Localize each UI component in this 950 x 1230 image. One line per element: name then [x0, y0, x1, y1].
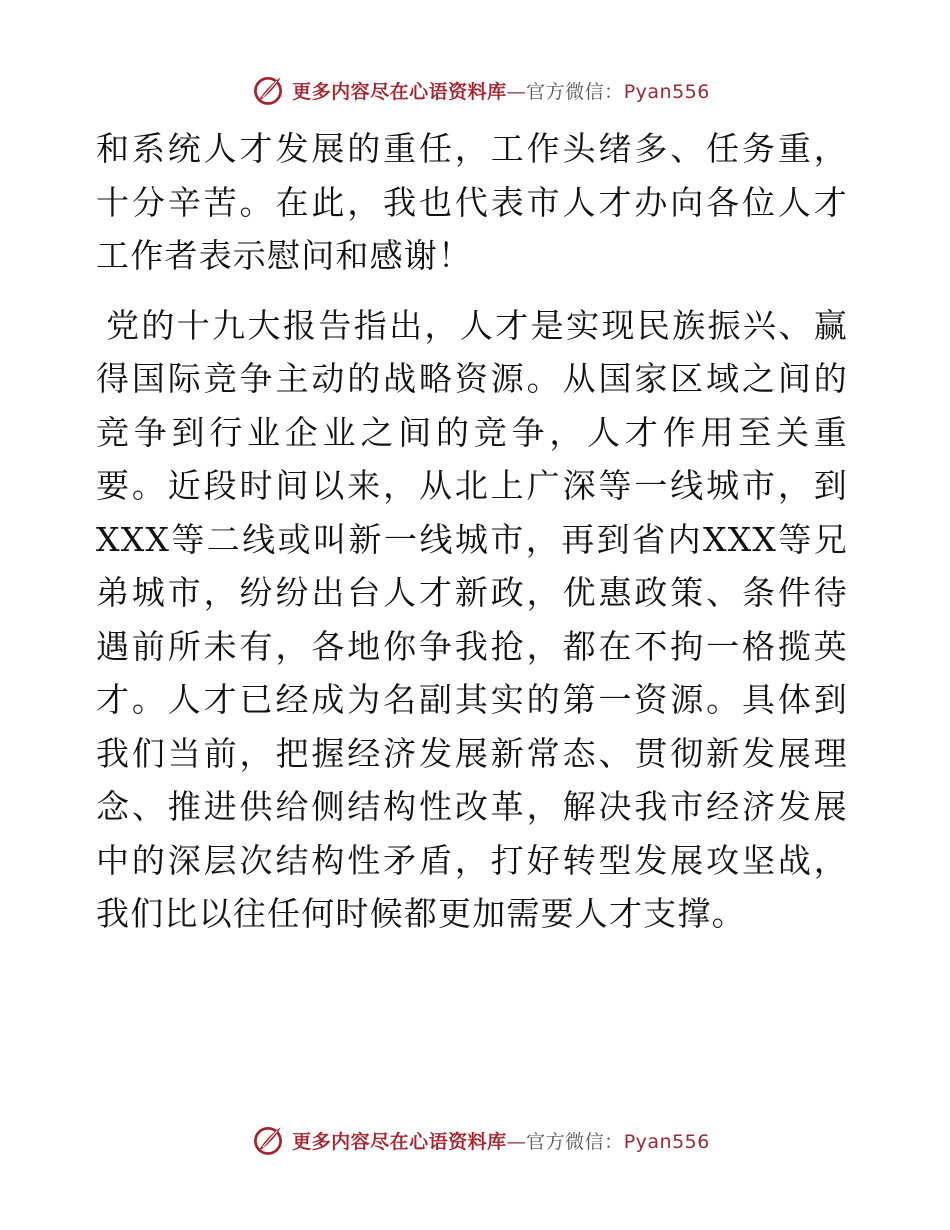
footer-main-text: 更多内容尽在心语资料库 [292, 1130, 507, 1153]
header-watermark-inner [250, 72, 710, 108]
paragraph-1: 和系统人才发展的重任，工作头绪多、任务重，十分辛苦。在此，我也代表市人才办向各位人才工作者表示慰问和感谢！ [96, 129, 848, 275]
header-main-text: 更多内容尽在心语资料库 [292, 80, 507, 103]
footer-watermark-inner [250, 1122, 710, 1158]
quill-seal-icon [250, 72, 286, 108]
footer-watermark [0, 1120, 950, 1160]
header-dash: — [506, 80, 527, 103]
footer-sub-text: 官方微信： [526, 1130, 624, 1153]
paragraph-2: 党的十九大报告指出，人才是实现民族振兴、赢得国际竞争主动的战略资源。从国家区域之间的竞争到行业企业之间的竞争，人才作用至关重要。近段时间以来，从北上广深等一线城市，到XXX等二线或叫新一线城市，再到省内XXX等兄弟城市，纷纷出台人才新政，优惠政策、条件待遇前所未有，各地你争我抢，都在不拘一格揽英才。人才已经成为名副其实的第一资源。具体到我们当前，把握经济发展新常态、贯彻新发展理念、推进供给侧结构性改革，解决我市经济发展中的深层次结构性矛盾，打好转型发展攻坚战，我们比以往任何时候都更加需要人才支撑。 [96, 305, 848, 933]
document-body [96, 122, 848, 941]
quill-seal-icon [250, 1122, 286, 1158]
footer-dash: — [506, 1130, 527, 1153]
header-wechat-id: Pyan556 [623, 80, 710, 103]
footer-watermark-text [292, 1127, 710, 1154]
header-watermark [0, 70, 950, 110]
footer-wechat-id: Pyan556 [623, 1130, 710, 1153]
header-watermark-text [292, 77, 710, 104]
header-sub-text: 官方微信： [526, 80, 624, 103]
